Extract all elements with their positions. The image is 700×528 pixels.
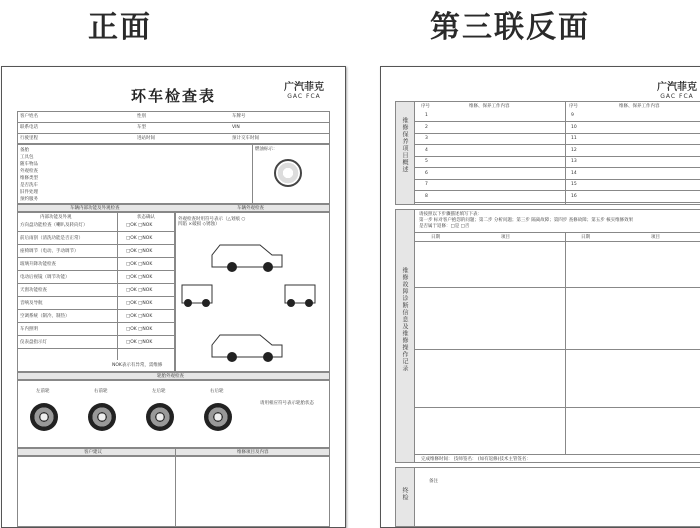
col-work: 维修、保养工作内容 [469,104,510,109]
info-label: VIN [232,125,240,130]
col-date: 日期 [431,235,440,240]
check-row-label: 预约服务 [20,197,38,202]
tire-header: 轮胎外观检查 [157,374,184,379]
ok-nok-checkbox[interactable]: □OK □NOK [126,275,153,280]
check-row-label: 是否洗车 [20,183,38,188]
bottom-header-row [17,448,330,456]
overview-side-label: 维修保养项目概述 [401,117,408,173]
sub-header: 内部功能及外观 [40,215,72,220]
row-number: 9 [571,113,574,118]
check-row-label: 旧件处理 [20,190,38,195]
diag-note: 请按照以下步骤描述填写下表： [419,212,482,217]
info-label: 客户姓名 [20,114,38,119]
inspection-header-row [17,204,330,212]
tire-icon [146,403,174,431]
inspect-item-label: 音响及导航 [20,301,43,306]
front-side-label: 正面 [88,10,152,45]
front-form-sheet [1,66,346,528]
tire-label: 左后轮 [152,389,166,394]
tire-note: 请用相应符号表示轮胎状态 [260,401,314,406]
row-number: 7 [425,182,428,187]
row-number: 3 [425,136,428,141]
inspect-item-label: 座椅调节（电动、手动调节） [20,249,79,254]
remark-label: 备注 [429,479,438,484]
info-label: 性别 [137,114,146,119]
diag-confirm: 是否属于返修：□是 □否 [419,224,470,229]
final-check-table [395,467,700,527]
car-diagram-icon [180,235,330,370]
sign-row: 完成维修时间： 技师签名： (如有返修)技术主管签名： [421,457,531,462]
inspect-item-label: 天窗功能检查 [20,288,47,293]
row-number: 14 [571,170,577,176]
inspect-item-label: 玻璃升降功能检查 [20,262,56,267]
row-number: 15 [571,182,577,187]
check-row-label: 备胎 [20,148,29,153]
info-label: 车型 [137,125,146,130]
customer-info-table [17,111,330,144]
row-number: 5 [425,159,428,164]
form-title: 环车检查表 [130,87,216,105]
info-label: 车牌号 [232,114,246,119]
sub-header: 状态确认 [137,215,155,220]
tire-label: 左前轮 [36,389,50,394]
brand-logo: 广汽菲克 GAC FCA [657,82,697,100]
diag-steps: 第一步 标对客户抱怨的问题；第二步 分析问题；第三步 隔离故障；第四步 查修故障；第五步 核实维修效果 [419,218,634,223]
check-row-label: 外观检查 [20,169,38,174]
info-label: 行驶里程 [20,136,38,141]
col-date: 日期 [581,235,590,240]
check-row-label: 工具包 [20,155,34,160]
row-number: 1 [425,113,428,118]
tire-icon [204,403,232,431]
check-row-label: 随车物品 [20,162,38,167]
fuel-label: 燃油标示： [255,147,278,152]
ok-nok-checkbox[interactable]: □OK □NOK [126,288,153,293]
tire-label: 右后轮 [210,389,224,394]
info-label: 预计交车时间 [232,136,259,141]
repair-items-label: 维修项目及内容 [237,450,269,455]
right-section-header: 车辆外观检查 [237,206,264,211]
final-check-side-label: 终检 [401,487,408,501]
row-number: 8 [425,193,428,199]
info-label: 进站时间 [137,136,155,141]
check-row-label: 维修类型 [20,176,38,181]
bottom-table [17,456,330,527]
ok-nok-checkbox[interactable]: □OK □NOK [126,327,153,332]
inspect-item-label: 空调系统（制冷、制热） [20,314,70,319]
left-section-header: 车辆内部功能及外观检查 [70,206,120,211]
col-no: 序号 [421,104,430,109]
ok-nok-checkbox[interactable]: □OK □NOK [126,223,153,228]
info-label: 联系电话 [20,125,38,130]
inspect-item-label: 前后雨刮（清洗功能是否正常） [20,236,83,241]
inspect-item-label: 车内照明 [20,327,38,332]
row-number: 2 [425,124,428,130]
row-number: 11 [571,136,577,141]
outer-note: 外观检查时用符号表示（△划痕 ○凹陷 ×破损 ◇锈蚀） [178,217,246,227]
fuel-gauge-icon [274,159,302,187]
ok-nok-checkbox[interactable]: □OK □NOK [126,236,153,241]
col-item: 项目 [651,235,660,240]
inspect-item-label: 电动后视镜（调节功能） [20,275,70,280]
col-item: 项目 [501,235,510,240]
ok-nok-checkbox[interactable]: □OK □NOK [126,249,153,254]
diagnosis-side-label: 维修故障诊断信息及维修操作记录 [401,267,408,372]
back-side-label: 第三联反面 [430,10,590,45]
col-no: 序号 [569,104,578,109]
row-number: 10 [571,124,577,130]
tire-label: 右前轮 [94,389,108,394]
ok-nok-checkbox[interactable]: □OK □NOK [126,314,153,319]
row-number: 6 [425,170,428,176]
ok-nok-checkbox[interactable]: □OK □NOK [126,301,153,306]
row-number: 16 [571,193,577,199]
inspect-footer: NOK表示有异常，需维修 [112,363,163,368]
back-form-sheet [380,66,700,528]
tire-icon [30,403,58,431]
inspect-item-label: 仪表盘指示灯 [20,340,47,345]
diagnosis-table [395,209,700,463]
customer-suggestion-label: 客户建议 [84,450,102,455]
row-number: 12 [571,147,577,153]
row-number: 13 [571,159,577,164]
ok-nok-checkbox[interactable]: □OK □NOK [126,340,153,345]
brand-logo: 广汽菲克 GAC FCA [284,82,324,100]
row-number: 4 [425,147,428,153]
ok-nok-checkbox[interactable]: □OK □NOK [126,262,153,267]
inspect-item-label: 方向盘功能检查（喇叭及转向灯） [20,223,88,228]
tire-icon [88,403,116,431]
col-work: 维修、保养工作内容 [619,104,660,109]
